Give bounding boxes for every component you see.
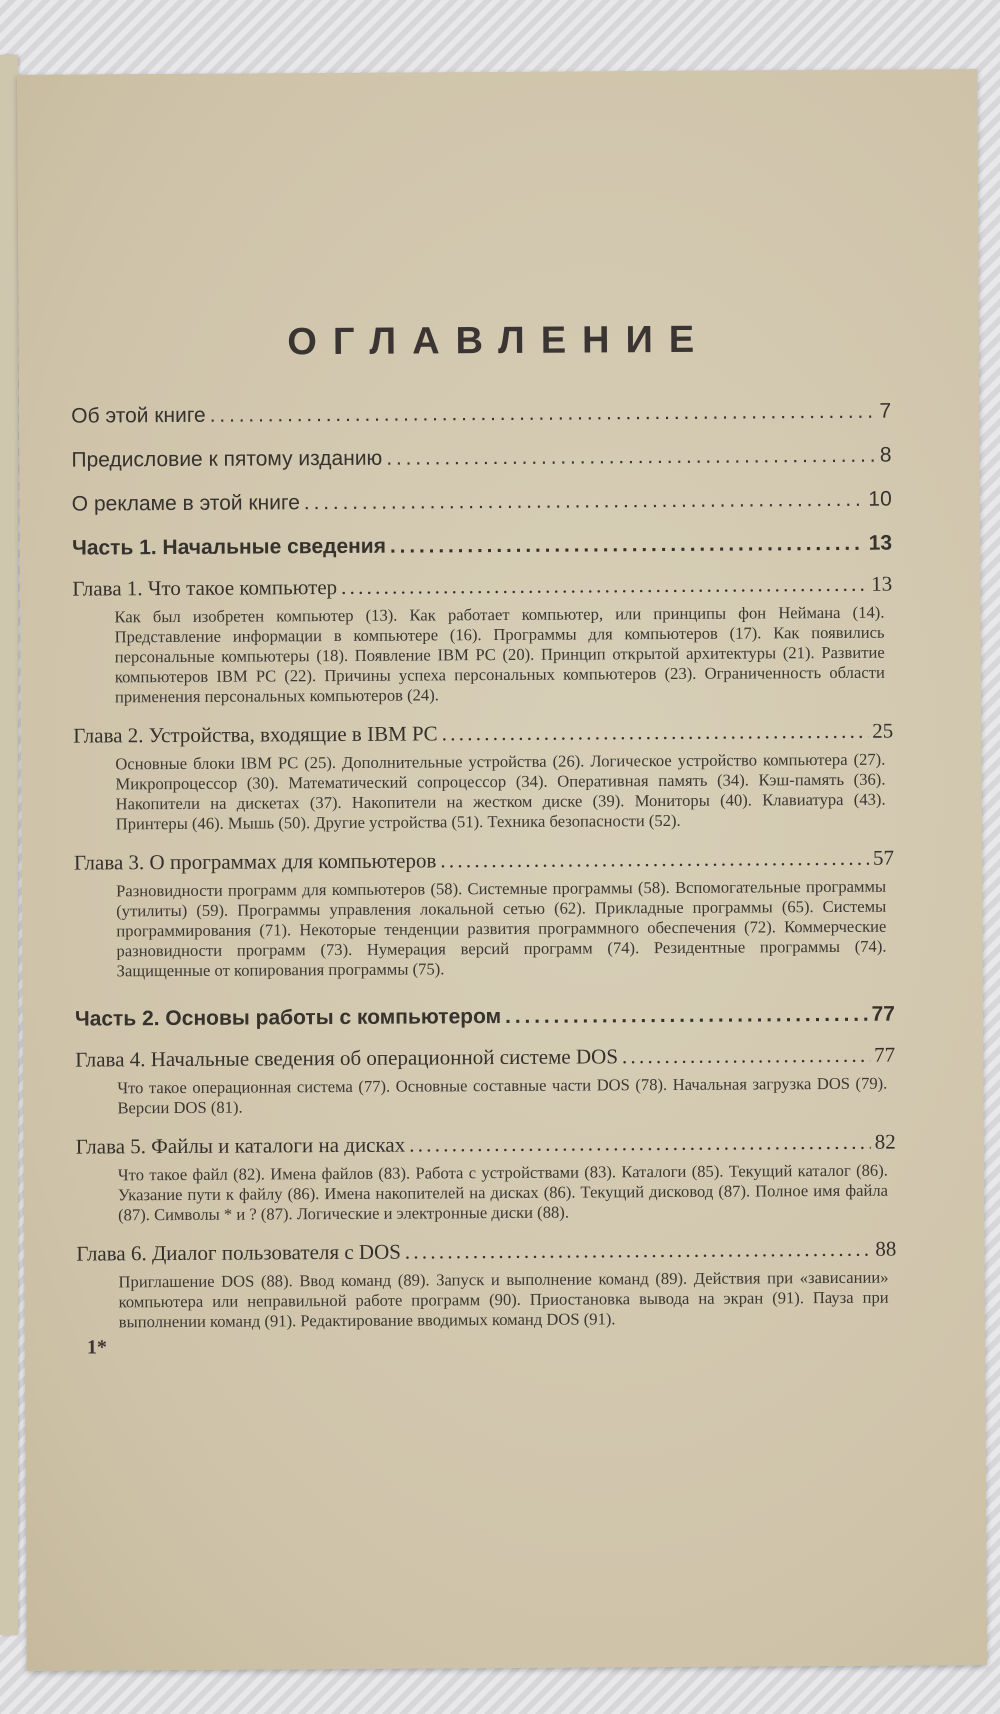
chapter-page: 25 <box>872 718 894 743</box>
entry-page: 8 <box>879 443 892 467</box>
toc-chapter-6 <box>76 1237 896 1267</box>
part-label: Часть 2. Основы работы с компьютером <box>74 1005 502 1031</box>
leader-dots <box>622 1043 870 1070</box>
table-of-contents <box>71 400 897 1333</box>
toc-part-1 <box>72 532 892 561</box>
toc-chapter-4 <box>75 1043 895 1073</box>
toc-part-2 <box>75 1003 895 1032</box>
chapter-description: Что такое файл (82). Имена файлов (83). Работа с устройствами (83). Каталоги (85). Текущий каталог (86). Указание пути к файлу (86). Имена накопителей на дисках (86). Текущий дисковод (87). Полное имя файла (87). Символы * и ? (87). Логические и электронные диски (88). <box>117 1160 889 1225</box>
toc-entry-about <box>71 400 891 429</box>
toc-chapter-2 <box>73 719 893 749</box>
chapter-page: 77 <box>874 1042 896 1067</box>
chapter-label: Глава 1. Что такое компьютер <box>72 575 338 601</box>
chapter-description: Как был изобретен компьютер (13). Как работает компьютер, или принципы фон Неймана (14). Представление информации в компьютере (16). Программы для компьютеров (17). Как появились персональные компьютеры (18). Появление IBM PC (20). Принцип открытой архитектуры (21). Развитие компьютеров IBM PC (22). Причины успеха персональных компьютеров (23). Ограниченность области применения персональных компьютеров (24). <box>114 602 885 707</box>
entry-page: 10 <box>868 487 892 511</box>
toc-title: ОГЛАВЛЕНИЕ <box>287 318 711 364</box>
chapter-page: 57 <box>872 845 895 870</box>
leader-dots <box>210 400 876 428</box>
toc-chapter-1 <box>72 572 892 602</box>
leader-dots <box>505 1003 868 1029</box>
page-edge <box>0 55 18 1635</box>
leader-dots <box>341 572 867 600</box>
chapter-page: 88 <box>875 1236 897 1261</box>
printer-signature-mark: 1* <box>86 1336 107 1359</box>
part-page: 13 <box>868 531 893 555</box>
toc-chapter-3 <box>74 846 894 876</box>
chapter-label: Глава 4. Начальные сведения об операционной системе DOS <box>75 1044 619 1072</box>
part-page: 77 <box>871 1002 895 1026</box>
leader-dots <box>386 444 876 471</box>
part-label: Часть 1. Начальные сведения <box>71 534 387 560</box>
toc-entry-preface <box>71 444 891 473</box>
entry-label: Предисловие к пятому изданию <box>71 446 383 472</box>
leader-dots <box>440 846 869 874</box>
chapter-page: 13 <box>871 571 893 596</box>
leader-dots <box>390 532 865 559</box>
leader-dots <box>442 719 869 747</box>
chapter-description: Основные блоки IBM PC (25). Дополнительные устройства (26). Логическое устройство компьютера (27). Микропроцессор (30). Математический сопроцессор (34). Оперативная память (34). Кэш-память (36). Накопители на дискетах (37). Накопители на жестком диске (39). Мониторы (40). Клавиатура (43). Принтеры (46). Мышь (50). Другие устройства (51). Техника безопасности (52). <box>115 749 886 834</box>
entry-label: О рекламе в этой книге <box>71 491 300 516</box>
toc-entry-ads <box>72 488 892 517</box>
leader-dots <box>405 1237 872 1265</box>
chapter-description: Что такое операционная система (77). Основные составные части DOS (78). Начальная загрузка DOS (79). Версии DOS (81). <box>117 1073 888 1118</box>
toc-chapter-5 <box>76 1130 896 1160</box>
chapter-label: Глава 6. Диалог пользователя с DOS <box>76 1239 401 1266</box>
book-page <box>17 69 987 1671</box>
chapter-description: Приглашение DOS (88). Ввод команд (89). Запуск и выполнение команд (89). Действия при «зависании» компьютера или неправильной работе программ (90). Приостановка вывода на экран (91). Пауза при выполнении команд (91). Редактирование вводимых команд DOS (91). <box>118 1267 889 1332</box>
entry-page: 7 <box>879 399 892 423</box>
chapter-label: Глава 3. О программах для компьютеров <box>73 848 437 875</box>
chapter-label: Глава 5. Файлы и каталоги на дисках <box>75 1132 406 1159</box>
leader-dots <box>409 1130 871 1158</box>
entry-label: Об этой книге <box>71 403 206 428</box>
chapter-label: Глава 2. Устройства, входящие в IBM PC <box>73 721 438 748</box>
chapter-page: 82 <box>874 1129 896 1154</box>
chapter-description: Разновидности программ для компьютеров (58). Системные программы (58). Вспомогательные программы (утилиты) (59). Программы управления локальной сетью (62). Прикладные программы (65). Системы программирования (71). Некоторые тенденции развития программного обеспечения (72). Коммерческие разновидности программ (73). Нумерация версий программ (74). Резидентные программы (74). Защищенные от копирования программы (75). <box>116 876 887 981</box>
leader-dots <box>304 488 865 515</box>
